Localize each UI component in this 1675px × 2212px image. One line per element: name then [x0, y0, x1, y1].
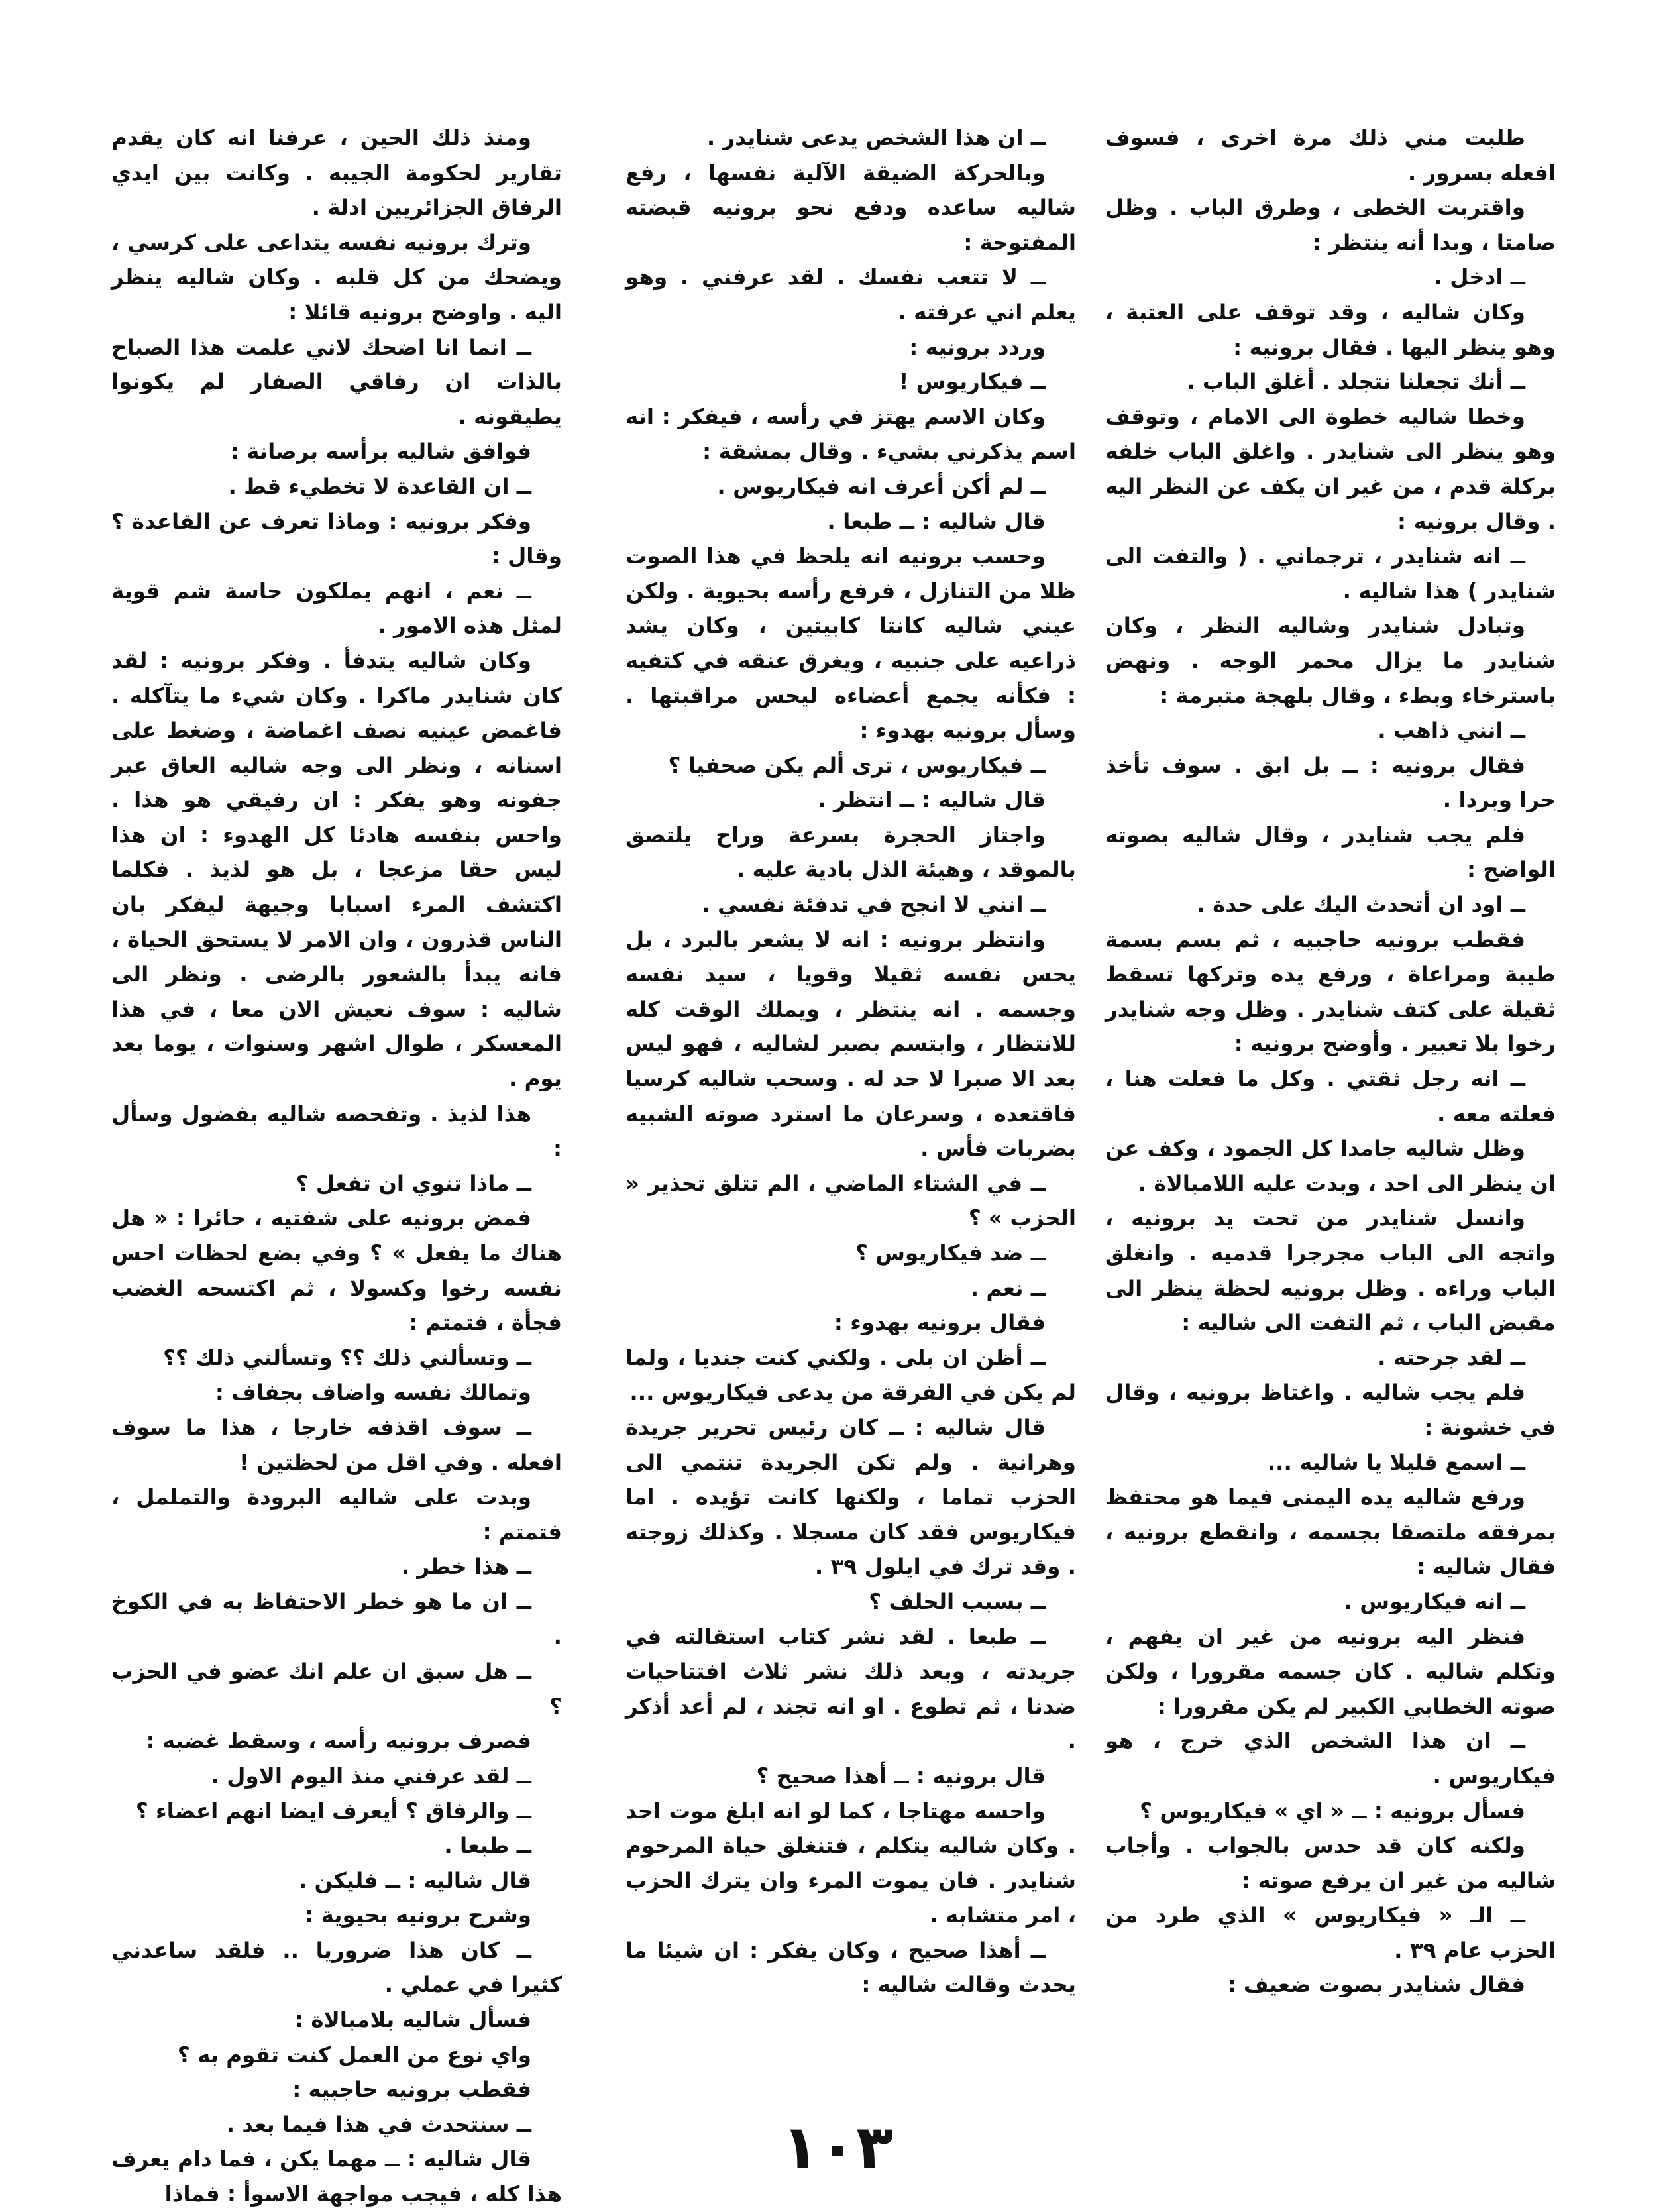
- paragraph: ــ سنتحدث في هذا فيما بعد .: [226, 2111, 531, 2137]
- paragraph: ــ ضد فيكاريوس ؟: [855, 1241, 1046, 1266]
- paragraph: ــ انه رجل ثقتي . وكل ما فعلت هنا ، فعلته معه .: [1105, 1066, 1556, 1127]
- paragraph: فوافق شاليه برأسه برصانة :: [230, 439, 531, 465]
- paragraph: قال شاليه : ــ انتظر .: [818, 787, 1046, 813]
- text-column-right: [1105, 121, 1556, 2003]
- paragraph: ــ ادخل .: [1434, 264, 1525, 290]
- page-number: ١٠٣: [781, 2112, 894, 2183]
- paragraph: ــ ماذا تنوي ان تفعل ؟: [296, 1170, 531, 1196]
- paragraph: ــ سوف اقذفه خارجا ، هذا ما سوف افعله . وفي اقل من لحظتين !: [111, 1414, 562, 1475]
- paragraph: فسأل برونيه : ــ « اي » فيكاريوس ؟: [1140, 1798, 1525, 1824]
- paragraph: ــ أظن ان بلى . ولكني كنت جنديا ، ولما لم يكن في الفرقة من يدعى فيكاريوس ...: [625, 1345, 1076, 1406]
- paragraph: ــ في الشتاء الماضي ، الم تتلق تحذير « الحزب » ؟: [625, 1170, 1076, 1231]
- paragraph: ــ لقد عرفني منذ اليوم الاول .: [211, 1763, 531, 1789]
- paragraph: قال برونيه : ــ أهذا صحيح ؟: [756, 1763, 1046, 1789]
- paragraph: قال شاليه : ــ فليكن .: [298, 1867, 531, 1893]
- paragraph: فقال برونيه : ــ بل ابق . سوف تأخذ حرا وبردا .: [1105, 752, 1556, 813]
- paragraph: وكان الاسم يهتز في رأسه ، فيفكر : انه اسم يذكرني بشيء . وقال بمشقة :: [625, 404, 1076, 465]
- paragraph: ــ أهذا صحيح ، وكان يفكر : ان شيئا ما يحدث وقالت شاليه :: [625, 1937, 1076, 1998]
- paragraph: فقال برونيه بهدوء :: [834, 1310, 1046, 1336]
- paragraph: ــ نعم ، انهم يملكون حاسة شم قوية لمثل هذه الامور .: [111, 578, 562, 639]
- paragraph: وترك برونيه نفسه يتداعى على كرسي ، ويضحك من كل قلبه . وكان شاليه ينظر اليه . واوضح برونيه قائلا :: [111, 229, 562, 325]
- paragraph: ــ فيكاريوس !: [898, 369, 1046, 395]
- paragraph: قال شاليه : ــ مهما يكن ، فما دام يعرف هذا كله ، فيجب مواجهة الاسوأ : فماذا: [111, 2146, 562, 2207]
- paragraph: ــ اود ان أتحدث اليك على حدة .: [1197, 892, 1525, 918]
- paragraph: فنظر اليه برونيه من غير ان يفهم ، وتكلم شاليه . كان جسمه مقرورا ، ولكن صوته الخطابي الكبير لم يكن مقرورا :: [1105, 1624, 1556, 1719]
- paragraph: وشرح برونيه بحيوية :: [305, 1903, 531, 1928]
- paragraph: ــ هل سبق ان علم انك عضو في الحزب ؟: [111, 1659, 562, 1719]
- paragraph: ــ كان هذا ضروريا .. فلقد ساعدني كثيرا في عملي .: [111, 1937, 562, 1998]
- paragraph: ــ انما انا اضحك لاني علمت هذا الصباح بالذات ان رفاقي الصفار لم يكونوا يطيقونه .: [111, 334, 562, 429]
- paragraph: ــ ان ما هو خطر الاحتفاظ به في الكوخ .: [111, 1588, 562, 1649]
- paragraph: ــ ان هذا الشخص الذي خرج ، هو فيكاريوس .: [1105, 1728, 1556, 1789]
- paragraph: ــ فيكاريوس ، ترى ألم يكن صحفيا ؟: [668, 752, 1046, 778]
- text-column-left: [111, 121, 562, 2212]
- paragraph: هذا لذيذ . وتفحصه شاليه بفضول وسأل :: [111, 1101, 562, 1162]
- paragraph: فلم يجب شاليه . واغتاظ برونيه ، وقال في خشونة :: [1105, 1380, 1556, 1440]
- paragraph: فقطب برونيه حاجبيه ، ثم بسم بسمة طيبة ومراعاة ، ورفع يده وتركها تسقط ثقيلة على كتف شنايدر . وظل وجه شنايدر رخوا بلا تعبير . وأوضح برونيه :: [1105, 926, 1556, 1057]
- paragraph: ــ نعم .: [970, 1275, 1046, 1301]
- paragraph: فسأل شاليه بلامبالاة :: [295, 2007, 531, 2033]
- paragraph: ــ ان القاعدة لا تخطيء قط .: [228, 473, 531, 499]
- paragraph: قال شاليه : ــ طبعا .: [827, 508, 1046, 534]
- paragraph: واي نوع من العمل كنت تقوم به ؟: [177, 2042, 531, 2068]
- paragraph: واقتربت الخطى ، وطرق الباب . وظل صامتا ، وبدا أنه ينتظر :: [1105, 195, 1556, 255]
- paragraph: ــ هذا خطر .: [401, 1554, 531, 1580]
- paragraph: فصرف برونيه رأسه ، وسقط غضبه :: [146, 1728, 531, 1754]
- paragraph: وبدت على شاليه البرودة والتململ ، فتمتم :: [111, 1484, 562, 1545]
- paragraph: ــ انني لا انجح في تدفئة نفسي .: [702, 892, 1046, 918]
- paragraph: ورفع شاليه يده اليمنى فيما هو محتفظ بمرفقه ملتصقا بجسمه ، وانقطع برونيه ، فقال شاليه :: [1105, 1484, 1556, 1580]
- paragraph: فلم يجب شنايدر ، وقال شاليه بصوته الواضح :: [1105, 822, 1556, 883]
- paragraph: ولكنه كان قد حدس بالجواب . وأجاب شاليه من غير ان يرفع صوته :: [1105, 1833, 1556, 1893]
- paragraph: فقال شنايدر بصوت ضعيف :: [1227, 1972, 1525, 1998]
- paragraph: ــ وتسألني ذلك ؟؟ وتسألني ذلك ؟؟: [163, 1345, 531, 1370]
- paragraph: طلبت مني ذلك مرة اخرى ، فسوف افعله بسرور .: [1105, 125, 1556, 186]
- paragraph: وحسب برونيه انه يلحظ في هذا الصوت ظلا من التنازل ، فرفع رأسه بحيوية . ولكن عيني شاليه كانتا كابيتين ، وكان يشد ذراعيه على جنبيه ، ويغرق عنقه في كتفيه : فكأنه يجمع أعضاءه ليحس مراقبتها . وسأل برونيه بهدوء :: [625, 543, 1076, 744]
- paragraph: ــ طبعا .: [444, 1833, 531, 1859]
- paragraph: ــ اسمع قليلا يا شاليه ...: [1267, 1449, 1525, 1475]
- paragraph: وكان شاليه يتدفأ . وفكر برونيه : لقد كان شنايدر ماكرا . وكان شيء ما يتآكله . فاغمض عينيه نصف اغماضة ، وضغط على اسنانه ، ونظر الى وجه شاليه العاق عبر جفونه وهو يفكر : ان رفيقي هو هذا . واحس بنفسه هادئا كل الهدوء : ان هذا ليس حقا مزعجا ، بل هو لذيذ . فكلما اكتشف المرء اسبابا وجيهة ليفكر بان الناس قذرون ، وان الامر لا يستحق الحياة ، فانه يبدأ بالشعور بالرضى . ونظر الى شاليه : سوف نعيش الان معا ، في هذا المعسكر ، طوال اشهر وسنوات ، يوما بعد يوم .: [111, 647, 562, 1092]
- paragraph: ــ انه شنايدر ، ترجماني . ( والتفت الى شنايدر ) هذا شاليه .: [1105, 543, 1556, 604]
- paragraph: وردد برونيه :: [909, 334, 1046, 360]
- paragraph: وبالحركة الضيقة الآلية نفسها ، رفع شاليه ساعده ودفع نحو برونيه قبضته المفتوحة :: [625, 160, 1076, 255]
- paragraph: ــ والرفاق ؟ أيعرف ايضا انهم اعضاء ؟: [135, 1798, 531, 1824]
- paragraph: وكان شاليه ، وقد توقف على العتبة ، وهو ينظر اليها . فقال برونيه :: [1105, 299, 1556, 360]
- text-column-middle: [625, 121, 1076, 2003]
- paragraph: ومنذ ذلك الحين ، عرفنا انه كان يقدم تقارير لحكومة الجيبه . وكانت بين ايدي الرفاق الجزائريين ادلة .: [111, 125, 562, 221]
- paragraph: ــ أنك تجعلنا نتجلد . أغلق الباب .: [1187, 369, 1525, 395]
- paragraph: ــ لقد جرحته .: [1378, 1345, 1525, 1370]
- paragraph: قال شاليه : ــ كان رئيس تحرير جريدة وهرانية . ولم تكن الجريدة تنتمي الى الحزب تماما ، ولكنها كانت تؤيده . اما فيكاريوس فقد كان مسجلا . وكذلك زوجته . وقد ترك في ايلول ٣٩ .: [625, 1414, 1076, 1580]
- paragraph: وفكر برونيه : وماذا تعرف عن القاعدة ؟ وقال :: [111, 508, 562, 569]
- paragraph: ــ لم أكن أعرف انه فيكاريوس .: [717, 473, 1046, 499]
- paragraph: ــ ان هذا الشخص يدعى شنايدر .: [706, 125, 1046, 150]
- paragraph: واجتاز الحجرة بسرعة وراح يلتصق بالموقد ، وهيئة الذل بادية عليه .: [625, 822, 1076, 883]
- paragraph: وتمالك نفسه واضاف بجفاف :: [215, 1380, 531, 1406]
- paragraph: وتبادل شنايدر وشاليه النظر ، وكان شنايدر ما يزال محمر الوجه . ونهض باسترخاء وبطء ، وقال بلهجة متبرمة :: [1105, 613, 1556, 708]
- paragraph: ــ الـ « فيكاريوس » الذي طرد من الحزب عام ٣٩ .: [1105, 1903, 1556, 1963]
- paragraph: ــ انني ذاهب .: [1378, 718, 1525, 744]
- paragraph: وانتظر برونيه : انه لا يشعر بالبرد ، بل يحس نفسه ثقيلا وقويا ، سيد نفسه وجسمه . انه ينتظر ، ويملك الوقت كله للانتظار ، وابتسم بصبر لشاليه ، فهو ليس بعد الا صبرا لا حد له . وسحب شاليه كرسيا فاقتعده ، وسرعان ما استرد صوته الشبيه بضربات فأس .: [625, 926, 1076, 1162]
- paragraph: فقطب برونيه حاجبيه :: [292, 2077, 531, 2103]
- paragraph: وظل شاليه جامدا كل الجمود ، وكف عن ان ينظر الى احد ، وبدت عليه اللامبالاة .: [1105, 1136, 1556, 1196]
- paragraph: فمض برونيه على شفتيه ، حائرا : « هل هناك ما يفعل » ؟ وفي بضع لحظات احس نفسه رخوا وكسولا ، ثم اكتسحه الغضب فجأة ، فتمتم :: [111, 1205, 562, 1336]
- paragraph: وانسل شنايدر من تحت يد برونيه ، واتجه الى الباب مجرجرا قدميه . وانغلق الباب وراءه . وظل برونيه لحظة ينظر الى مقبض الباب ، ثم التفت الى شاليه :: [1105, 1205, 1556, 1336]
- paragraph: واحسه مهتاجا ، كما لو انه ابلغ موت احد . وكان شاليه يتكلم ، فتنغلق حياة المرحوم شنايدر . فان يموت المرء وان يترك الحزب ، امر متشابه .: [625, 1798, 1076, 1928]
- paragraph: وخطا شاليه خطوة الى الامام ، وتوقف وهو ينظر الى شنايدر . واغلق الباب خلفه بركلة قدم ، من غير ان يكف عن النظر اليه . وقال برونيه :: [1105, 404, 1556, 534]
- paragraph: ــ انه فيكاريوس .: [1344, 1588, 1525, 1614]
- paragraph: ــ لا تتعب نفسك . لقد عرفني . وهو يعلم اني عرفته .: [625, 264, 1076, 325]
- paragraph: ــ بسبب الحلف ؟: [869, 1588, 1046, 1614]
- paragraph: ــ طبعا . لقد نشر كتاب استقالته في جريدته ، وبعد ذلك نشر ثلاث افتتاحيات ضدنا ، ثم تطوع . او انه تجند ، لم أعد أذكر .: [625, 1624, 1076, 1754]
